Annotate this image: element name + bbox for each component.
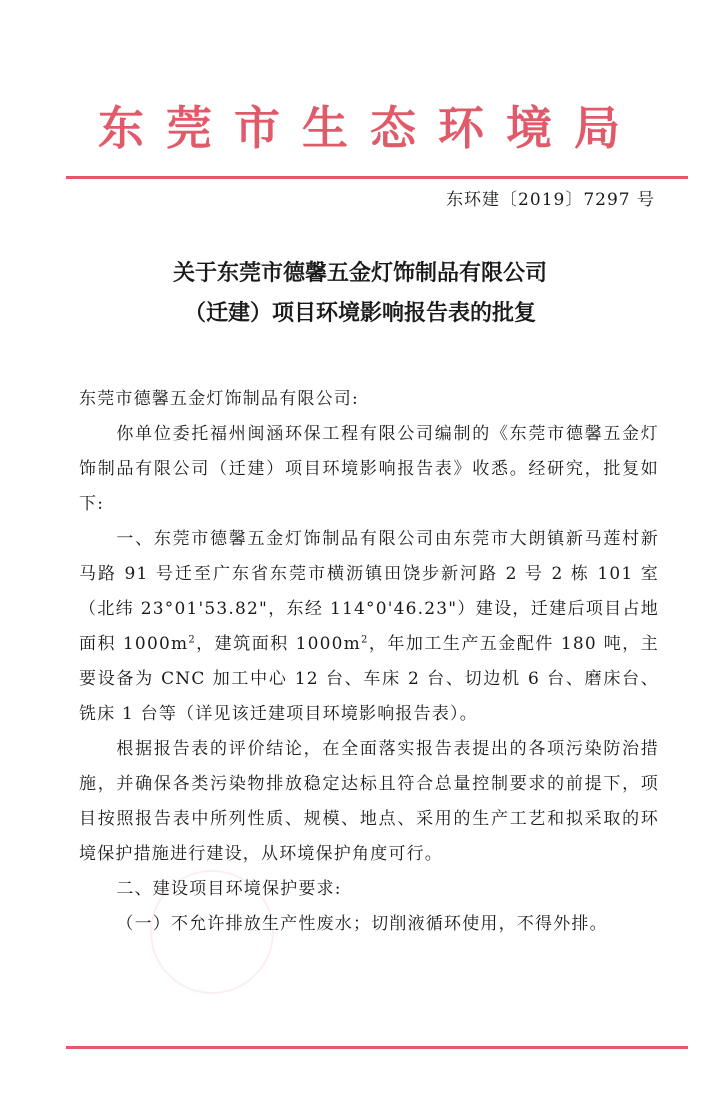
superscript-2: 2 [188, 634, 196, 646]
salutation: 东莞市德馨五金灯饰制品有限公司: [79, 389, 359, 409]
paragraph-project-info [79, 522, 659, 732]
section-heading-2: 二、建设项目环境保护要求: [116, 879, 342, 899]
document-title [60, 254, 660, 334]
document-body [79, 382, 659, 942]
project-info-part-2: ，建筑面积 1000m [195, 634, 361, 654]
issuing-authority: 东莞市生态环境局 [98, 101, 642, 155]
paragraph-intro: 你单位委托福州闽涵环保工程有限公司编制的《东莞市德馨五金灯饰制品有限公司（迁建）项目环境影响报告表》收悉。经研究，批复如下: [79, 424, 659, 514]
red-divider-bottom [66, 1046, 688, 1049]
title-line-2: （迁建）项目环境影响报告表的批复 [183, 301, 536, 326]
superscript-2: 2 [361, 634, 369, 646]
document-number: 东环建〔2019〕7297 号 [446, 190, 655, 210]
project-info-part-1: 一、东莞市德馨五金灯饰制品有限公司由东莞市大朗镇新马莲村新马路 91 号迁至广东省东莞市横沥镇田饶步新河路 2 号 2 栋 101 室（北纬 23°01'53.82"，东经 114°0'46.23"）建设，迁建后项目占地面积 1000m [79, 529, 659, 654]
project-info-part-3: ，年加工生产五金配件 180 吨，主要设备为 CNC 加工中心 12 台、车床 2 台、切边机 6 台、磨床台、铣床 1 台等（详见该迁建项目环境影响报告表）。 [79, 634, 659, 724]
title-line-1: 关于东莞市德馨五金灯饰制品有限公司 [172, 261, 547, 286]
paragraph-conclusion: 根据报告表的评价结论，在全面落实报告表提出的各项污染防治措施，并确保各类污染物排放稳定达标且符合总量控制要求的前提下，项目按照报告表中所列性质、规模、地点、采用的生产工艺和拟采取的环境保护措施进行建设，从环境保护角度可行。 [79, 739, 659, 864]
red-divider-top [66, 176, 688, 179]
requirement-1: （一）不允许排放生产性废水；切削液循环使用，不得外排。 [116, 914, 608, 934]
